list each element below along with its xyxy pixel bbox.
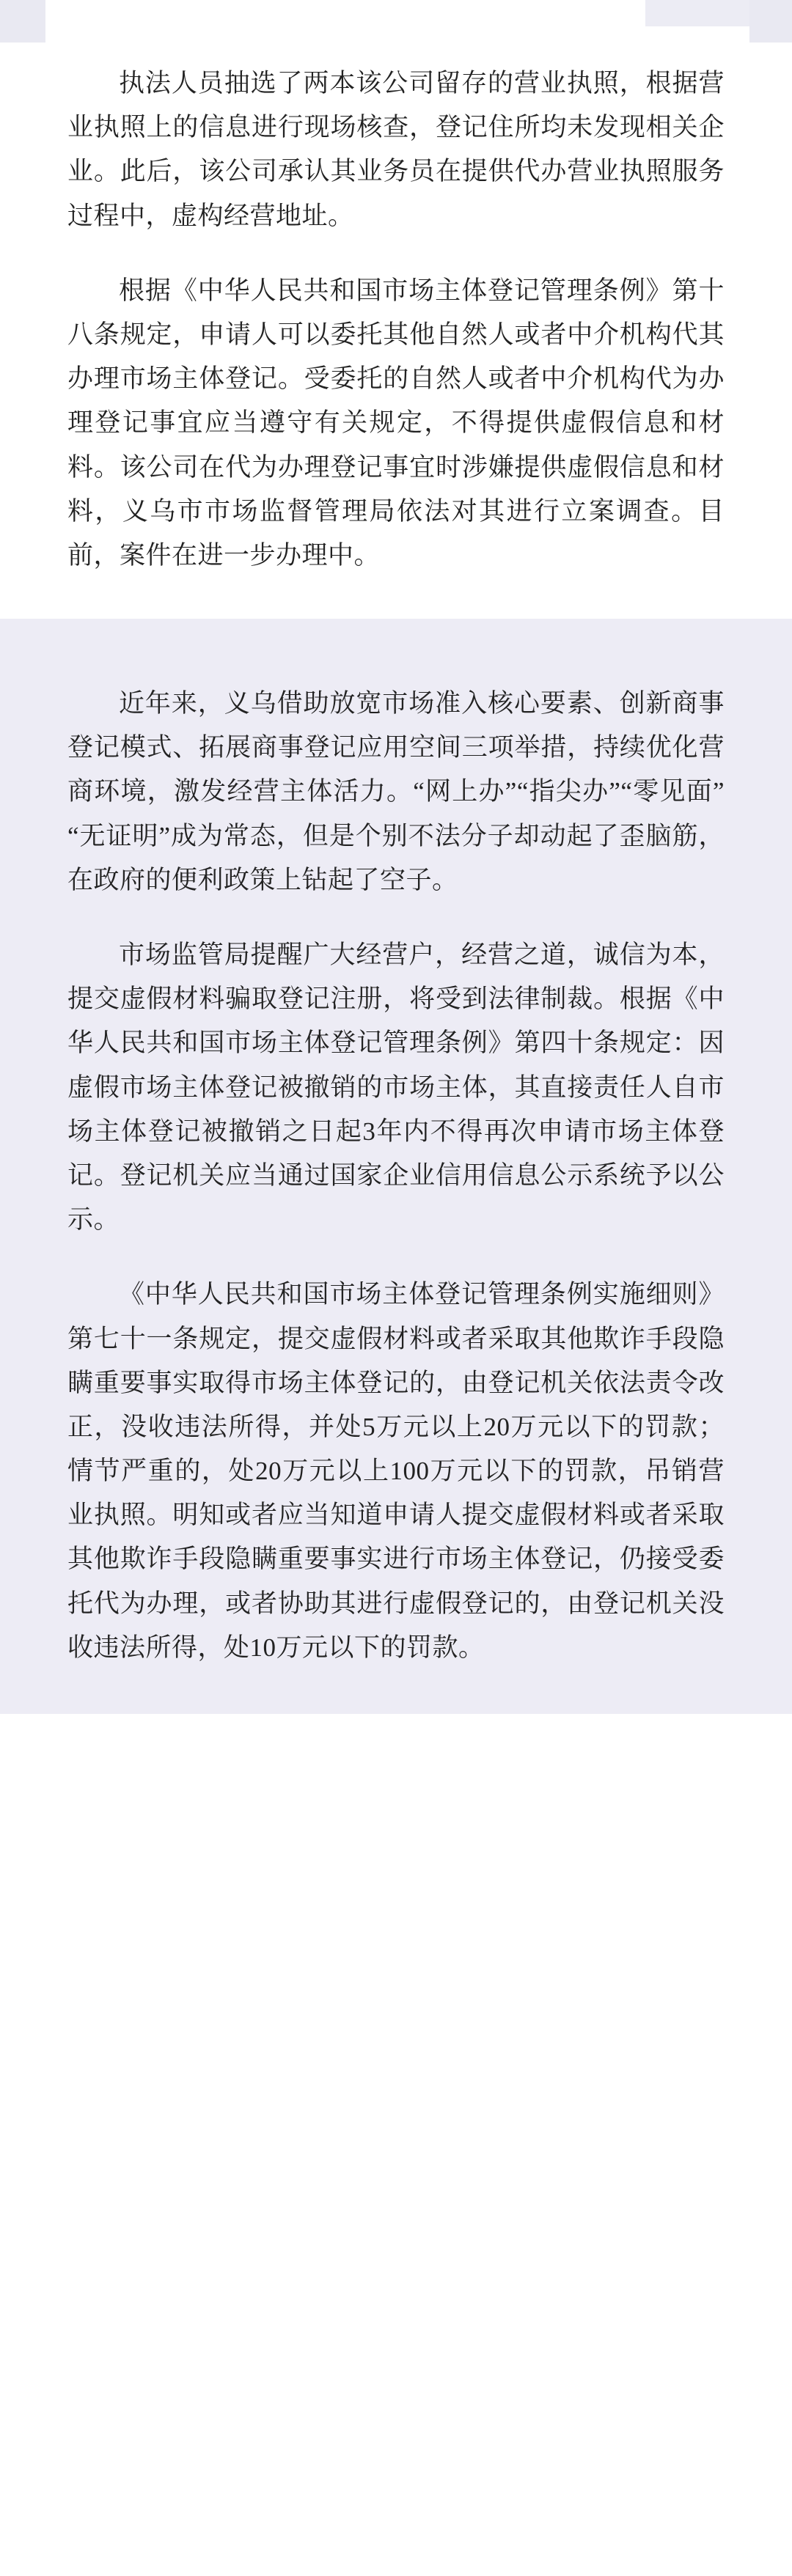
tinted-content [67, 682, 725, 1670]
paragraph: 近年来，义乌借助放宽市场准入核心要素、创新商事登记模式、拓展商事登记应用空间三项举措，持续优化营商环境，激发经营主体活力。“网上办”“指尖办”“零见面”“无证明”成为常态，但是个别不法分子却动起了歪脑筋，在政府的便利政策上钻起了空子。 [67, 689, 725, 894]
top-strip-right-block [749, 0, 792, 43]
paragraph: 执法人员抽选了两本该公司留存的营业执照，根据营业执照上的信息进行现场核查，登记住所均未发现相关企业。此后，该公司承认其业务员在提供代办营业执照服务过程中，虚构经营地址。 [67, 69, 725, 230]
paragraph: 根据《中华人民共和国市场主体登记管理条例》第十八条规定，申请人可以委托其他自然人或者中介机构代其办理市场主体登记。受委托的自然人或者中介机构代为办理登记事宜应当遵守有关规定，不得提供虚假信息和材料。该公司在代为办理登记事宜时涉嫌提供虚假信息和材料，义乌市市场监督管理局依法对其进行立案调查。目前，案件在进一步办理中。 [67, 276, 725, 570]
paragraph: 《中华人民共和国市场主体登记管理条例实施细则》第七十一条规定，提交虚假材料或者采取其他欺诈手段隐瞒重要事实取得市场主体登记的，由登记机关依法责令改正，没收违法所得，并处5万元以上20万元以下的罚款；情节严重的，处20万元以上100万元以下的罚款，吊销营业执照。明知或者应当知道申请人提交虚假材料或者采取其他欺诈手段隐瞒重要事实进行市场主体登记，仍接受委托代为办理，或者协助其进行虚假登记的，由登记机关没收违法所得，处10万元以下的罚款。 [67, 1280, 725, 1662]
top-strip-left-block [0, 0, 45, 43]
article-section-tinted [0, 619, 792, 1714]
page-top-strip [0, 0, 792, 43]
article-section-white [0, 43, 792, 619]
top-strip-mid-block [645, 0, 755, 26]
paragraph: 市场监管局提醒广大经营户，经营之道，诚信为本，提交虚假材料骗取登记注册，将受到法律制裁。根据《中华人民共和国市场主体登记管理条例》第四十条规定：因虚假市场主体登记被撤销的市场主体，其直接责任人自市场主体登记被撤销之日起3年内不得再次申请市场主体登记。登记机关应当通过国家企业信用信息公示系统予以公示。 [67, 941, 725, 1234]
